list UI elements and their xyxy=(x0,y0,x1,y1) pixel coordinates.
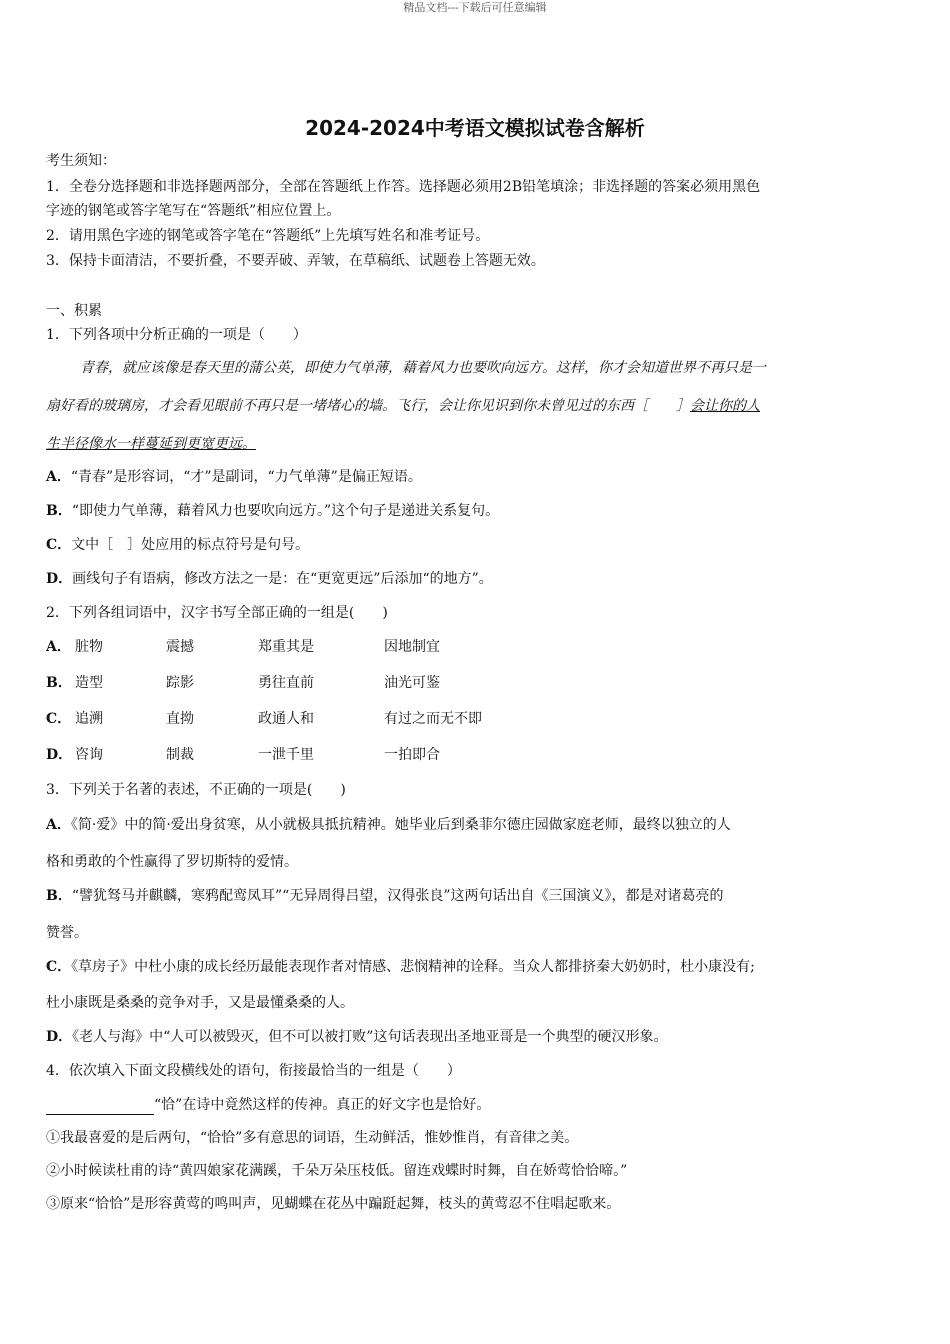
q2-word: 油光可鉴 xyxy=(384,675,440,691)
q2-option-a-label[interactable]: A． xyxy=(46,639,71,655)
answer-blank[interactable] xyxy=(46,1100,154,1115)
q2-word: 制裁 xyxy=(166,747,194,763)
q2-word: 一拍即合 xyxy=(384,747,440,763)
q3-option-c[interactable]: C．《草房子》中杜小康的成长经历最能表现作者对情感、悲悯精神的诠释。当众人都排挤秦大奶奶时，杜小康没有; xyxy=(46,959,755,975)
notice-item: 1．全卷分选择题和非选择题两部分，全部在答题纸上作答。选择题必须用2B铅笔填涂；非选择题的答案必须用黑色 xyxy=(46,179,761,195)
q2-word: 造型 xyxy=(75,675,103,691)
q2-word: 有过之而无不即 xyxy=(384,711,482,727)
page-title: 2024-2024中考语文模拟试卷含解析 xyxy=(305,116,645,140)
q2-stem: 2．下列各组词语中，汉字书写全部正确的一组是( ) xyxy=(46,605,388,621)
q1-stem: 1．下列各项中分析正确的一项是（ ） xyxy=(46,327,307,343)
q2-word: 政通人和 xyxy=(258,711,314,727)
q1-option-b[interactable]: B．“即使力气单薄，藉着风力也要吹向远方。”这个句子是递进关系复句。 xyxy=(46,503,500,519)
header-note: 精品文档---下载后可任意编辑 xyxy=(403,1,547,14)
q2-word: 追溯 xyxy=(75,711,103,727)
q4-sentence: ①我最喜爱的是后两句，“恰恰”多有意思的词语，生动鲜活，惟妙惟肖，有音律之美。 xyxy=(46,1130,579,1146)
q1-passage-line: 青春，就应该像是春天里的蒲公英，即使力气单薄，藉着风力也要吹向远方。这样，你才会知道世界不再只是一 xyxy=(80,360,766,376)
section-heading: 一、积累 xyxy=(46,303,102,319)
q2-word: 震撼 xyxy=(166,639,194,655)
q2-option-c-label[interactable]: C． xyxy=(46,711,72,727)
q2-word: 咨询 xyxy=(75,747,103,763)
q1-option-d[interactable]: D．画线句子有语病，修改方法之一是：在“更宽更远”后添加“的地方”。 xyxy=(46,571,493,587)
q2-word: 勇往直前 xyxy=(258,675,314,691)
q4-sentence: ③原来“恰恰”是形容黄莺的鸣叫声，见蝴蝶在花丛中蹁跹起舞，枝头的黄莺忍不住唱起歌来。 xyxy=(46,1196,621,1212)
q1-passage-text: 扇好看的玻璃房，才会看见眼前不再只是一堵堵心的墙。飞行，会让你见识到你未曾见过的东西［ ］ xyxy=(46,398,690,414)
notice-item: 3．保持卡面清洁，不要折叠，不要弄破、弄皱，在草稿纸、试题卷上答题无效。 xyxy=(46,253,545,269)
notice-item: 字迹的钢笔或答字笔写在“答题纸”相应位置上。 xyxy=(46,203,341,219)
q4-blank-line: “恰”在诗中竟然这样的传神。真正的好文字也是恰好。 xyxy=(46,1095,490,1115)
q1-option-c[interactable]: C．文中［ ］处应用的标点符号是句号。 xyxy=(46,537,310,553)
q1-underlined-sentence: 会让你的人 xyxy=(690,398,760,414)
q4-sentence: ②小时候读杜甫的诗“黄四娘家花满蹊，千朵万朵压枝低。留连戏蝶时时舞，自在娇莺恰恰啼。” xyxy=(46,1163,628,1179)
q2-word: 郑重其是 xyxy=(258,639,314,655)
q3-stem: 3．下列关于名著的表述，不正确的一项是( ) xyxy=(46,782,346,798)
q4-stem: 4．依次填入下面文段横线处的语句，衔接最恰当的一组是（ ） xyxy=(46,1063,461,1079)
q2-word: 一泄千里 xyxy=(258,747,314,763)
q1-underlined-sentence: 生半径像水一样蔓延到更宽更远。 xyxy=(46,436,256,452)
q3-option-a[interactable]: A．《简·爱》中的简·爱出身贫寒，从小就极具抵抗精神。她毕业后到桑菲尔德庄园做家庭老师，最终以独立的人 xyxy=(46,817,731,833)
q2-word: 踪影 xyxy=(166,675,194,691)
notice-item: 2．请用黑色字迹的钢笔或答字笔在“答题纸”上先填写姓名和准考证号。 xyxy=(46,228,490,244)
q2-option-b-label[interactable]: B． xyxy=(46,675,72,691)
q2-word: 因地制宜 xyxy=(384,639,440,655)
q3-option-b-cont: 赞誉。 xyxy=(46,925,88,941)
q2-word: 脏物 xyxy=(75,639,103,655)
q1-option-a[interactable]: A．“青春”是形容词，“才”是副词，“力气单薄”是偏正短语。 xyxy=(46,469,422,485)
q2-option-d-label[interactable]: D． xyxy=(46,747,73,763)
notice-heading: 考生须知： xyxy=(46,153,116,169)
q3-option-a-cont: 格和勇敢的个性赢得了罗切斯特的爱情。 xyxy=(46,854,298,870)
q3-option-c-cont: 杜小康既是桑桑的竞争对手，又是最懂桑桑的人。 xyxy=(46,995,354,1011)
q1-passage-line xyxy=(46,396,760,416)
q3-option-d[interactable]: D．《老人与海》中“人可以被毁灭，但不可以被打败”这句话表现出圣地亚哥是一个典型的硬汉形象。 xyxy=(46,1029,668,1045)
q3-option-b[interactable]: B．“譬犹驽马并麒麟，寒鸦配鸾凤耳”“无异周得吕望，汉得张良”这两句话出自《三国演义》，都是对诸葛亮的 xyxy=(46,888,724,904)
q2-word: 直拗 xyxy=(166,711,194,727)
